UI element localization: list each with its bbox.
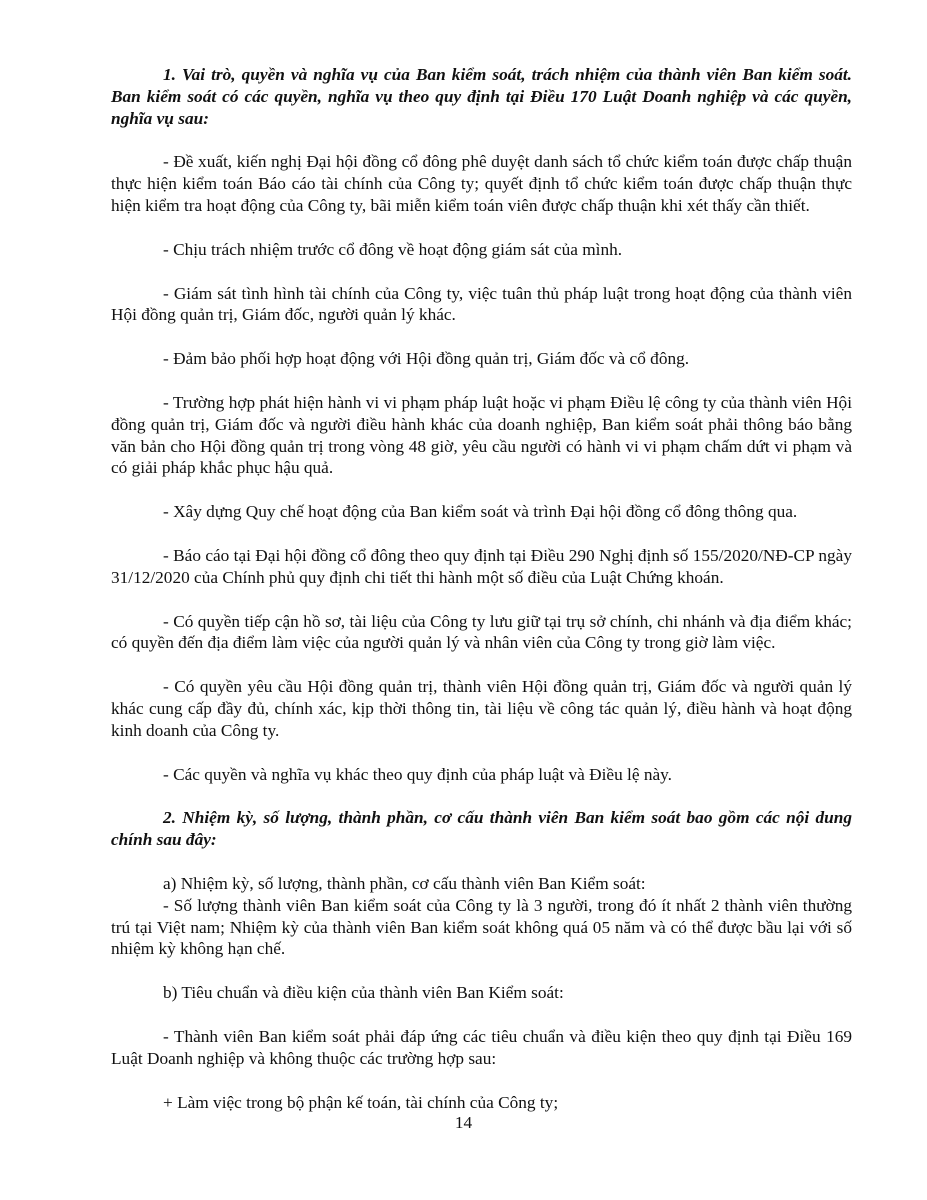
section-2b-item: - Thành viên Ban kiểm soát phải đáp ứng các tiêu chuẩn và điều kiện theo quy định tại Điều 169 Luật Doanh nghiệp và không thuộc các trường hợp sau:	[111, 1026, 852, 1068]
section-1-item: - Chịu trách nhiệm trước cổ đông về hoạt động giám sát của mình.	[163, 239, 623, 259]
section-1-item: - Có quyền tiếp cận hồ sơ, tài liệu của Công ty lưu giữ tại trụ sở chính, chi nhánh và địa điểm khác; có quyền đến địa điểm làm việc của người quản lý và nhân viên của Công ty trong giờ làm việc.	[111, 611, 852, 653]
section-1-item: - Xây dựng Quy chế hoạt động của Ban kiểm soát và trình Đại hội đồng cổ đông thông qua.	[163, 502, 798, 522]
section-1-item: - Trường hợp phát hiện hành vi vi phạm pháp luật hoặc vi phạm Điều lệ công ty của thành viên Hội đồng quản trị, Giám đốc và người điều hành khác của doanh nghiệp, Ban kiểm soát phải thông báo bằng văn bản cho Hội đồng quản trị trong vòng 48 giờ, yêu cầu người có hành vi vi phạm chấm dứt vi phạm và có giải pháp khắc phục hậu quả.	[111, 392, 852, 478]
section-1-item: - Có quyền yêu cầu Hội đồng quản trị, thành viên Hội đồng quản trị, Giám đốc và người quản lý khác cung cấp đầy đủ, chính xác, kịp thời thông tin, tài liệu về công tác quản lý, điều hành và hoạt động kinh doanh của Công ty.	[111, 677, 852, 740]
section-1-item: - Báo cáo tại Đại hội đồng cổ đông theo quy định tại Điều 290 Nghị định số 155/2020/NĐ-CP ngày 31/12/2020 của Chính phủ quy định chi tiết thi hành một số điều của Luật Chứng khoán.	[111, 545, 852, 587]
page-number: 14	[454, 1113, 473, 1132]
section-1-item: - Đảm bảo phối hợp hoạt động với Hội đồng quản trị, Giám đốc và cổ đông.	[163, 349, 690, 369]
document-page	[111, 64, 852, 1135]
section-2a-item: - Số lượng thành viên Ban kiểm soát của Công ty là 3 người, trong đó ít nhất 2 thành viên thường trú tại Việt nam; Nhiệm kỳ của thành viên Ban kiểm soát không quá 05 năm và có thể được bầu lại với số nhiệm kỳ không hạn chế.	[111, 895, 852, 959]
section-1-item: - Các quyền và nghĩa vụ khác theo quy định của pháp luật và Điều lệ này.	[163, 764, 672, 784]
section-1-item: - Đề xuất, kiến nghị Đại hội đồng cổ đông phê duyệt danh sách tổ chức kiểm toán được chấp thuận thực hiện kiểm toán Báo cáo tài chính của Công ty; quyết định tổ chức kiểm toán được chấp thuận thực hiện kiểm tra hoạt động của Công ty, bãi miễn kiểm toán viên được chấp thuận khi xét thấy cần thiết.	[111, 152, 852, 215]
section-1-heading: 1. Vai trò, quyền và nghĩa vụ của Ban kiểm soát, trách nhiệm của thành viên Ban kiểm soát. Ban kiểm soát có các quyền, nghĩa vụ theo quy định tại Điều 170 Luật Doanh nghiệp và các quyền, nghĩa vụ sau:	[111, 65, 852, 128]
section-2b-title: b) Tiêu chuẩn và điều kiện của thành viên Ban Kiểm soát:	[163, 983, 564, 1003]
section-2b-plus-item: + Làm việc trong bộ phận kế toán, tài chính của Công ty;	[163, 1092, 559, 1112]
section-2a-title: a) Nhiệm kỳ, số lượng, thành phần, cơ cấu thành viên Ban Kiểm soát:	[163, 873, 646, 893]
section-1-item: - Giám sát tình hình tài chính của Công ty, việc tuân thủ pháp luật trong hoạt động của thành viên Hội đồng quản trị, Giám đốc, người quản lý khác.	[111, 283, 852, 325]
section-2-heading: 2. Nhiệm kỳ, số lượng, thành phần, cơ cấu thành viên Ban kiểm soát bao gồm các nội dung chính sau đây:	[111, 808, 852, 850]
